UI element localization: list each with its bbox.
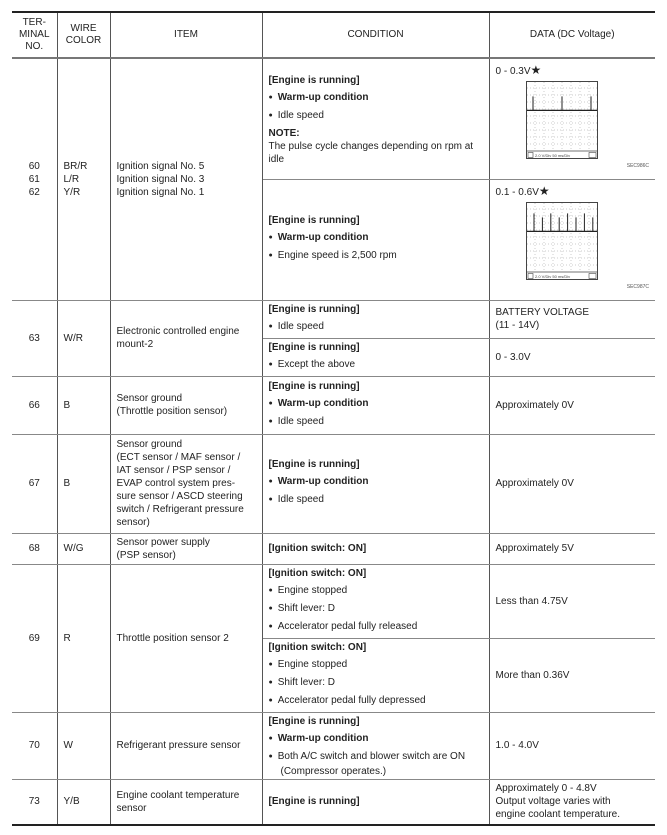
condition-cell: [262, 779, 489, 825]
header-data: DATA (DC Voltage): [489, 12, 655, 58]
condition-cell: [262, 712, 489, 779]
table-row-67: [12, 434, 655, 533]
voltage-value: 0.1 - 0.6V★: [495, 184, 550, 198]
star-icon: ★: [538, 184, 550, 198]
wire-color-cell: Y/B: [57, 779, 110, 825]
wire-color-cell: W/R: [57, 300, 110, 376]
condition-cell: [262, 300, 489, 338]
condition-bullet: ● Accelerator pedal fully depressed: [269, 694, 483, 708]
data-cell: 1.0 - 4.0V: [489, 712, 655, 779]
condition-heading: [Ignition switch: ON]: [268, 543, 367, 554]
condition-bullet: ● Shift lever: D: [269, 602, 483, 616]
terminal-cell: 63: [12, 300, 57, 376]
terminal-cell: 68: [12, 533, 57, 564]
data-cell: Approximately 0 - 4.8V Output voltage varies with engine coolant temperature.: [489, 779, 655, 825]
data-cell: Approximately 0V: [489, 376, 655, 434]
condition-heading: [Engine is running]: [268, 796, 360, 808]
condition-bullet: ● Idle speed: [269, 493, 483, 507]
condition-heading: [Engine is running]: [268, 74, 360, 86]
condition-heading: [Ignition switch: ON]: [268, 567, 367, 579]
star-icon: ★: [530, 63, 542, 78]
condition-heading: [Engine is running]: [268, 215, 360, 226]
condition-cell: [262, 338, 489, 376]
condition-bullet: ● Idle speed: [269, 415, 483, 429]
condition-heading: [Engine is running]: [268, 716, 360, 727]
condition-bullet: ● Warm-up condition: [269, 475, 483, 489]
ecm-terminal-table: [12, 11, 655, 826]
condition-bullet: ● Idle speed: [269, 320, 483, 334]
wire-color-cell: W: [57, 712, 110, 779]
oscilloscope-waveform: [526, 81, 598, 159]
condition-bullet: ● Except the above: [269, 358, 483, 372]
condition-bullet-continuation: (Compressor operates.): [280, 766, 387, 777]
scope-frame: [526, 82, 597, 159]
data-cell: Approximately 0V: [489, 434, 655, 533]
scope-scale-label: 2.0 V/Div 50 ms/Div: [534, 274, 570, 279]
condition-bullet: ● Engine speed is 2,500 rpm: [269, 249, 483, 263]
item-cell: Sensor ground (Throttle position sensor): [110, 376, 262, 434]
terminal-cell: 66: [12, 376, 57, 434]
data-cell: Less than 4.75V: [489, 564, 655, 638]
table-row-66: [12, 376, 655, 434]
terminal-cell: 69: [12, 564, 57, 712]
scope-corner-box: [589, 153, 596, 158]
condition-cell: [262, 58, 489, 179]
header-item: ITEM: [110, 12, 262, 58]
wire-color-cell: B: [57, 434, 110, 533]
condition-heading: [Engine is running]: [268, 303, 360, 315]
condition-bullet: ● Both A/C switch and blower switch are ON: [269, 750, 483, 764]
scope-ground-marker: [528, 153, 533, 158]
data-cell: BATTERY VOLTAGE (11 - 14V): [489, 300, 655, 338]
condition-cell: [262, 533, 489, 564]
scope-frame: [526, 203, 597, 280]
condition-heading: [Ignition switch: ON]: [268, 641, 367, 653]
data-cell: 0 - 3.0V: [489, 338, 655, 376]
table-row-70: [12, 712, 655, 779]
terminal-cell: 73: [12, 779, 57, 825]
condition-cell: [262, 638, 489, 712]
note-text: The pulse cycle changes depending on rpm at idle: [268, 140, 474, 165]
figure-id: SEC986C: [626, 163, 649, 170]
data-cell: Approximately 5V: [489, 533, 655, 564]
data-cell: More than 0.36V: [489, 638, 655, 712]
condition-cell: [262, 434, 489, 533]
condition-cell: [262, 376, 489, 434]
scope-ground-marker: [528, 274, 533, 279]
condition-bullet: ● Idle speed: [269, 109, 483, 123]
table-header-row: [12, 12, 655, 58]
condition-bullet: ● Shift lever: D: [269, 676, 483, 690]
header-terminal-no: TER- MINAL NO.: [12, 12, 57, 58]
scope-display: [526, 81, 598, 159]
voltage-value: 0 - 0.3V★: [495, 63, 542, 78]
item-cell: Sensor ground (ECT sensor / MAF sensor / IAT sensor / PSP sensor / EVAP control system pres- sure sensor / ASCD steering switch / Refrigerant pressure sensor): [110, 434, 262, 533]
condition-heading: [Engine is running]: [268, 459, 360, 470]
header-condition: CONDITION: [262, 12, 489, 58]
condition-bullet: ● Accelerator pedal fully released: [269, 620, 483, 634]
table-row-60-62: [12, 58, 655, 179]
table-row-63: [12, 300, 655, 338]
table-row-73: [12, 779, 655, 825]
wire-color-cell: W/G: [57, 533, 110, 564]
item-cell: Ignition signal No. 5 Ignition signal No. 3 Ignition signal No. 1: [110, 58, 262, 300]
wire-color-cell: R: [57, 564, 110, 712]
terminal-cell: 60 61 62: [12, 58, 57, 300]
condition-bullet: ● Engine stopped: [269, 584, 483, 598]
condition-heading: [Engine is running]: [268, 380, 360, 392]
note-label: NOTE:: [268, 127, 300, 139]
condition-bullet: ● Warm-up condition: [269, 732, 483, 746]
data-cell: [489, 58, 655, 179]
terminal-cell: 70: [12, 712, 57, 779]
wire-color-cell: B: [57, 376, 110, 434]
terminal-cell: 67: [12, 434, 57, 533]
scope-corner-box: [589, 274, 596, 279]
condition-bullet: ● Warm-up condition: [269, 231, 483, 245]
condition-heading: [Engine is running]: [268, 341, 360, 353]
oscilloscope-waveform: [526, 202, 598, 280]
condition-cell: [262, 564, 489, 638]
item-cell: Engine coolant temperature sensor: [110, 779, 262, 825]
item-cell: Throttle position sensor 2: [110, 564, 262, 712]
table-row-69: [12, 564, 655, 638]
scope-display: [526, 202, 598, 280]
condition-cell: [262, 179, 489, 300]
header-wire-color: WIRE COLOR: [57, 12, 110, 58]
figure-id: SEC987C: [626, 284, 649, 290]
item-cell: Sensor power supply (PSP sensor): [110, 533, 262, 564]
condition-bullet: ● Warm-up condition: [269, 91, 483, 105]
data-cell: [489, 179, 655, 300]
item-cell: Electronic controlled engine mount-2: [110, 300, 262, 376]
condition-bullet: ● Engine stopped: [269, 658, 483, 672]
scope-scale-label: 2.0 V/Div 50 ms/Div: [534, 153, 570, 159]
item-cell: Refrigerant pressure sensor: [110, 712, 262, 779]
wire-color-cell: BR/R L/R Y/R: [57, 58, 110, 300]
table-row-68: [12, 533, 655, 564]
condition-bullet: ● Warm-up condition: [269, 397, 483, 411]
